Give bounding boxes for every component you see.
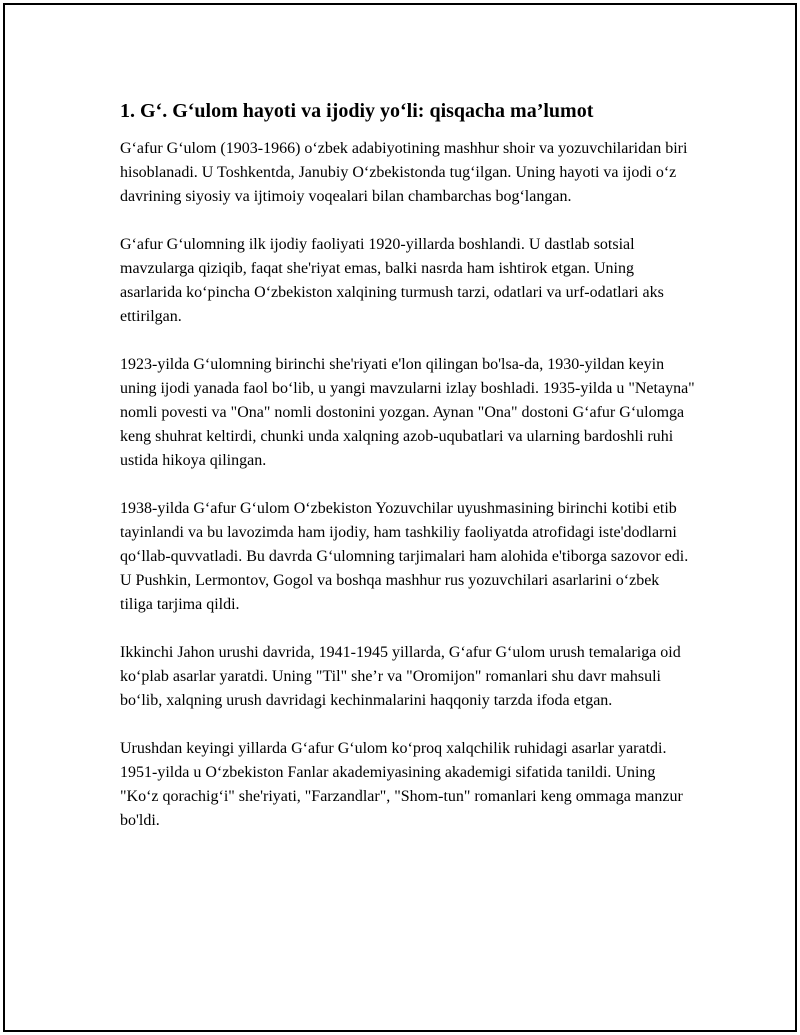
paragraph-3: 1923-yilda G‘ulomning birinchi she'riyati e'lon qilingan bo'lsa-da, 1930-yildan keyin uning ijodi yanada faol bo‘lib, u yangi mavzularni izlay boshladi. 1935-yilda u "Netayna" nomli povesti va "Ona" nomli dostonini yozgan. Aynan "Ona" dostoni G‘afur G‘ulomga keng shuhrat keltirdi, chunki unda xalqning azob-uqubatlari va ularning bardoshli ruhi ustida hikoya qilingan. [120, 356, 695, 469]
page-frame [3, 3, 797, 1032]
document-body [120, 97, 695, 857]
paragraph-4: 1938-yilda G‘afur G‘ulom O‘zbekiston Yozuvchilar uyushmasining birinchi kotibi etib tayinlandi va bu lavozimda ham ijodiy, ham tashkiliy faoliyatda atrofidagi iste'dodlarni qo‘llab-quvvatladi. Bu davrda G‘ulomning tarjimalari ham alohida e'tiborga sazovor edi. U Pushkin, Lermontov, Gogol va boshqa mashhur rus yozuvchilari asarlarini o‘zbek tiliga tarjima qildi. [120, 500, 689, 613]
paragraph-5: Ikkinchi Jahon urushi davrida, 1941-1945 yillarda, G‘afur G‘ulom urush temalariga oid ko‘plab asarlar yaratdi. Uning "Til" she’r va "Oromijon" romanlari shu davr mahsuli bo‘lib, xalqning urush davridagi kechinmalarini haqqoniy tarzda ifoda etgan. [120, 644, 681, 709]
paragraph-2: G‘afur G‘ulomning ilk ijodiy faoliyati 1920-yillarda boshlandi. U dastlab sotsial mavzularga qiziqib, faqat she'riyat emas, balki nasrda ham ishtirok etgan. Uning asarlarida ko‘pincha O‘zbekiston xalqining turmush tarzi, odatlari va urf-odatlari aks ettirilgan. [120, 236, 664, 325]
paragraph-1: G‘afur G‘ulom (1903-1966) o‘zbek adabiyotining mashhur shoir va yozuvchilaridan biri hisoblanadi. U Toshkentda, Janubiy O‘zbekistonda tug‘ilgan. Uning hayoti va ijodi o‘z davrining siyosiy va ijtimoiy voqealari bilan chambarchas bog‘langan. [120, 140, 688, 205]
section-heading: 1. G‘. G‘ulom hayoti va ijodiy yo‘li: qisqacha ma’lumot [120, 100, 594, 122]
paragraph-6: Urushdan keyingi yillarda G‘afur G‘ulom ko‘proq xalqchilik ruhidagi asarlar yaratdi. 1951-yilda u O‘zbekiston Fanlar akademiyasining akademigi sifatida tanildi. Uning "Ko‘z qorachig‘i" she'riyati, "Farzandlar", "Shom-tun" romanlari keng ommaga manzur bo'ldi. [120, 740, 683, 829]
